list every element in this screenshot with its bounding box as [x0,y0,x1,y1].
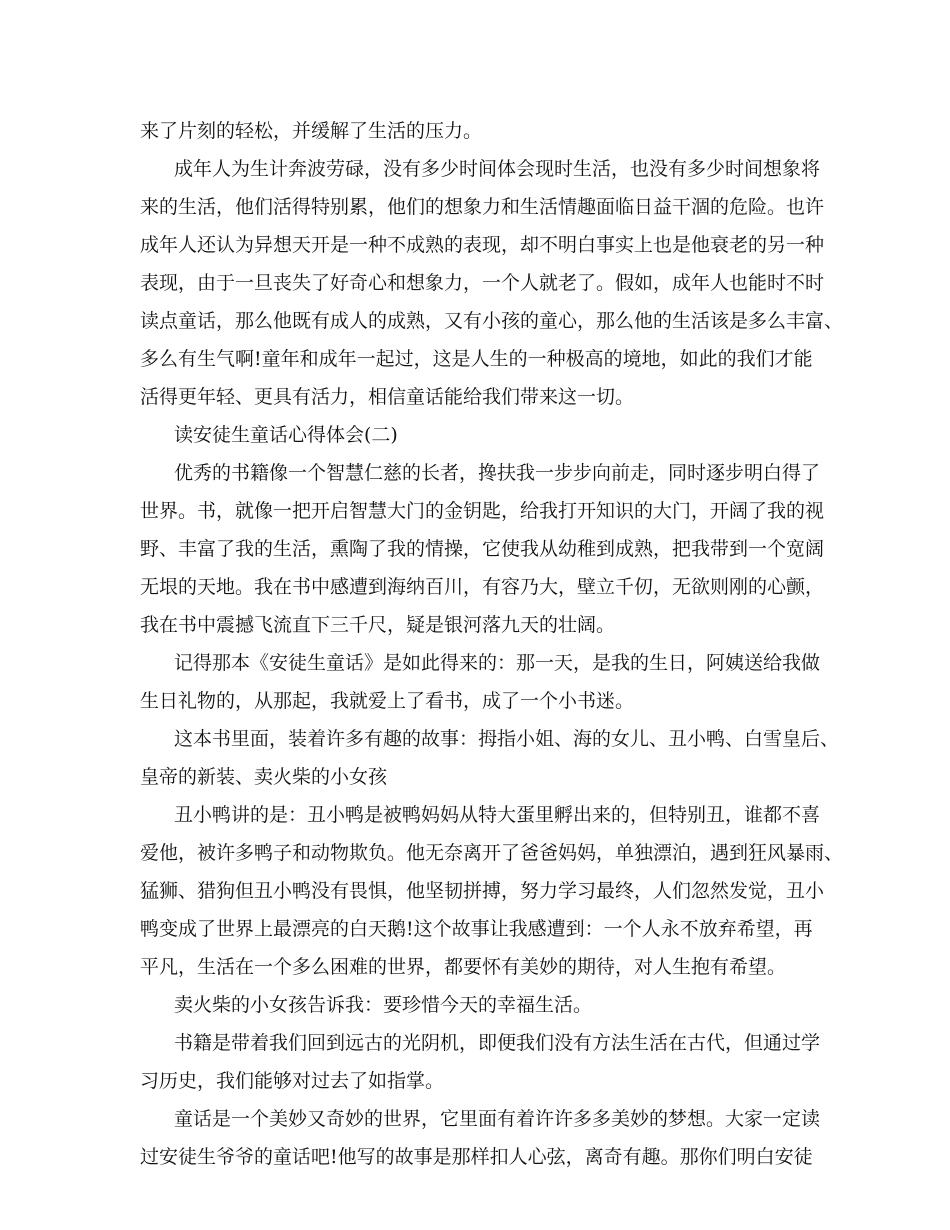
text-line: 野、丰富了我的生活，熏陶了我的情操，它使我从幼稚到成熟，把我带到一个宽阔 [140,538,825,560]
document-page [140,112,844,1176]
text-line: 读安徒生童话心得体会(二) [174,424,398,446]
text-line: 猛狮、猎狗但丑小鸭没有畏惧，他坚韧拼搏，努力学习最终，人们忽然发觉，丑小 [140,880,825,902]
text-line: 过安徒生爷爷的童话吧!他写的故事是那样扣人心弦，离奇有趣。那你们明白安徒 [140,1146,813,1168]
document-body [140,112,844,1176]
text-line: 读点童话，那么他既有成人的成熟，又有小孩的童心，那么他的生活该是多么丰富、 [140,310,844,332]
text-line: 鸭变成了世界上最漂亮的白天鹅!这个故事让我感遭到：一个人永不放弃希望，再 [140,918,813,940]
text-line: 书籍是带着我们回到远古的光阴机，即便我们没有方法生活在古代，但通过学 [174,1032,821,1054]
text-line: 习历史，我们能够对过去了如指掌。 [140,1070,445,1092]
text-line: 来了片刻的轻松，并缓解了生活的压力。 [140,120,483,142]
text-line: 卖火柴的小女孩告诉我：要珍惜今天的幸福生活。 [174,994,593,1016]
text-line: 活得更年轻、更具有活力，相信童话能给我们带来这一切。 [140,386,635,408]
text-line: 来的生活，他们活得特别累，他们的想象力和生活情趣面临日益干涸的危险。也许 [140,196,825,218]
text-line: 记得那本《安徒生童话》是如此得来的：那一天，是我的生日，阿姨送给我做 [174,652,821,674]
text-line: 成年人还认为异想天开是一种不成熟的表现，却不明白事实上也是他衰老的另一种 [140,234,825,256]
text-line: 成年人为生计奔波劳碌，没有多少时间体会现时生活，也没有多少时间想象将 [174,158,821,180]
text-line: 爱他，被许多鸭子和动物欺负。他无奈离开了爸爸妈妈，单独漂泊，遇到狂风暴雨、 [140,842,844,864]
text-line: 生日礼物的，从那起，我就爱上了看书，成了一个小书迷。 [140,690,635,712]
text-line: 优秀的书籍像一个智慧仁慈的长者，搀扶我一步步向前走，同时逐步明白得了 [174,462,821,484]
text-line: 表现，由于一旦丧失了好奇心和想象力，一个人就老了。假如，成年人也能时不时 [140,272,825,294]
text-line: 皇帝的新装、卖火柴的小女孩 [140,766,388,788]
text-line: 无垠的天地。我在书中感遭到海纳百川，有容乃大，壁立千仞，无欲则刚的心颤， [140,576,825,598]
text-line: 丑小鸭讲的是：丑小鸭是被鸭妈妈从特大蛋里孵出来的，但特别丑，谁都不喜 [174,804,821,826]
text-line: 这本书里面，装着许多有趣的故事：拇指小姐、海的女儿、丑小鸭、白雪皇后、 [174,728,840,750]
text-line: 童话是一个美妙又奇妙的世界，它里面有着许许多多美妙的梦想。大家一定读 [174,1108,821,1130]
text-line: 我在书中震撼飞流直下三千尺，疑是银河落九天的壮阔。 [140,614,616,636]
text-line: 多么有生气啊!童年和成年一起过，这是人生的一种极高的境地，如此的我们才能 [140,348,813,370]
text-line: 平凡，生活在一个多么困难的世界，都要怀有美妙的期待，对人生抱有希望。 [140,956,787,978]
text-line: 世界。书，就像一把开启智慧大门的金钥匙，给我打开知识的大门，开阔了我的视 [140,500,825,522]
